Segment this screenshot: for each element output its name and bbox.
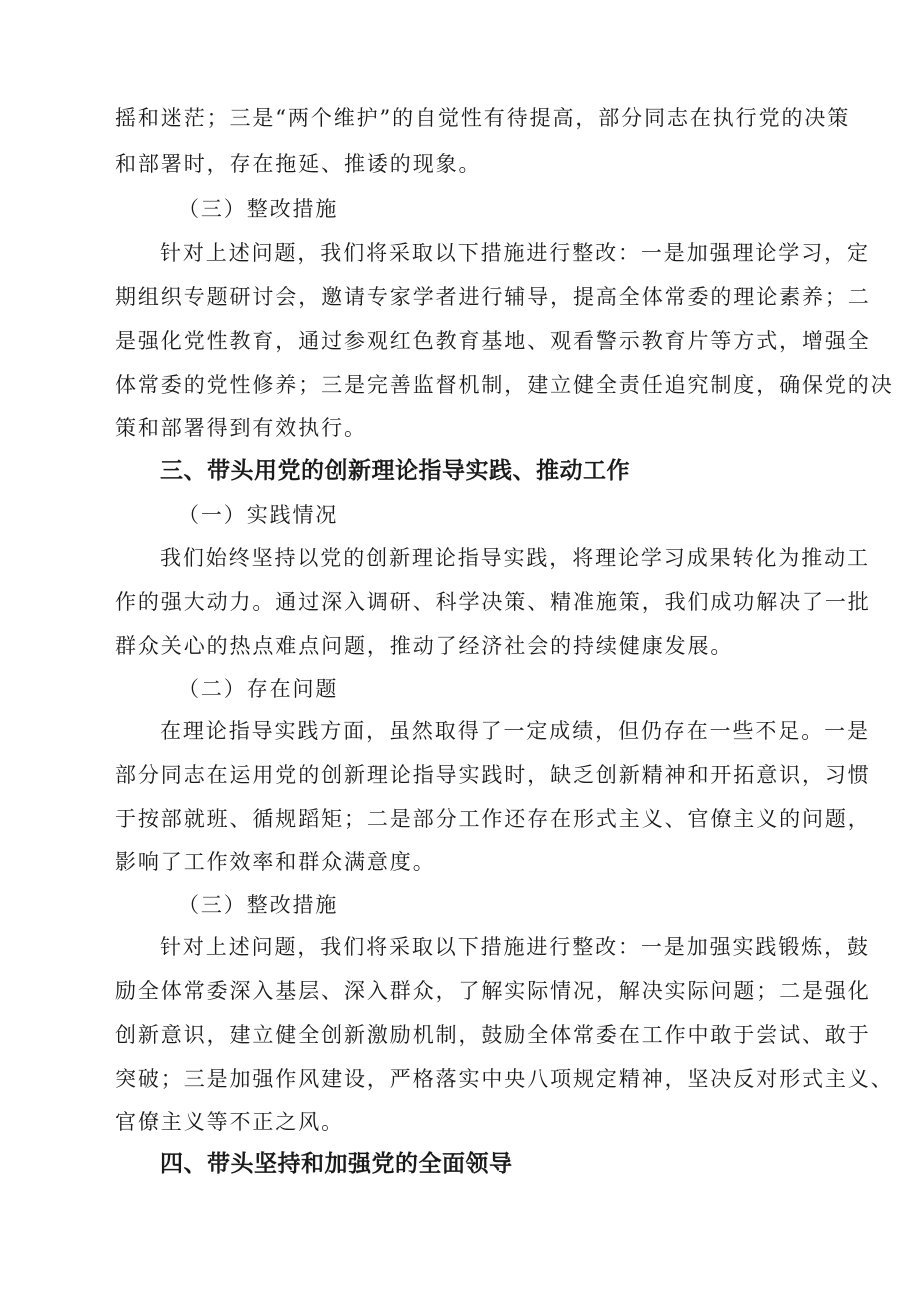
subsection-heading: （二）存在问题 [178, 677, 339, 701]
paragraph-line: 部分同志在运用党的创新理论指导实践时，缺乏创新精神和开拓意识，习惯 [115, 763, 871, 787]
paragraph-line: 励全体常委深入基层、深入群众，了解实际情况，解决实际问题；二是强化 [115, 979, 871, 1003]
paragraph-line: 和部署时，存在拖延、推诿的现象。 [115, 152, 482, 176]
paragraph-line: 影响了工作效率和群众满意度。 [115, 850, 436, 874]
subsection-heading: （三）整改措施 [178, 197, 339, 221]
paragraph-line: 摇和迷茫；三是“两个维护”的自觉性有待提高，部分同志在执行党的决策 [115, 106, 851, 130]
paragraph-line: 策和部署得到有效执行。 [115, 416, 367, 440]
subsection-heading: （一）实践情况 [178, 503, 339, 527]
paragraph-line: 于按部就班、循规蹈矩；二是部分工作还存在形式主义、官僚主义的问题， [115, 807, 871, 831]
paragraph-line: 是强化党性教育，通过参观红色教育基地、观看警示教育片等方式，增强全 [115, 329, 871, 353]
section-heading: 四、带头坚持和加强党的全面领导 [160, 1151, 513, 1177]
subsection-heading: （三）整改措施 [178, 893, 339, 917]
section-heading: 三、带头用党的创新理论指导实践、推动工作 [160, 458, 630, 484]
paragraph-line: 针对上述问题，我们将采取以下措施进行整改：一是加强实践锻炼，鼓 [160, 935, 870, 959]
paragraph-line: 群众关心的热点难点问题，推动了经济社会的持续健康发展。 [115, 634, 734, 658]
paragraph-line: 突破；三是加强作风建设，严格落实中央八项规定精神，坚决反对形式主义、 [115, 1067, 894, 1091]
paragraph-line: 期组织专题研讨会，邀请专家学者进行辅导，提高全体常委的理论素养；二 [115, 285, 871, 309]
paragraph-line: 官僚主义等不正之风。 [115, 1110, 344, 1134]
paragraph-line: 在理论指导实践方面，虽然取得了一定成绩，但仍存在一些不足。一是 [160, 719, 870, 743]
paragraph-line: 体常委的党性修养；三是完善监督机制，建立健全责任追究制度，确保党的决 [115, 373, 894, 397]
paragraph-line: 作的强大动力。通过深入调研、科学决策、精准施策，我们成功解决了一批 [115, 590, 871, 614]
paragraph-line: 创新意识，建立健全创新激励机制，鼓励全体常委在工作中敢于尝试、敢于 [115, 1023, 871, 1047]
paragraph-line: 针对上述问题，我们将采取以下措施进行整改：一是加强理论学习，定 [160, 241, 870, 265]
paragraph-line: 我们始终坚持以党的创新理论指导实践，将理论学习成果转化为推动工 [160, 546, 870, 570]
